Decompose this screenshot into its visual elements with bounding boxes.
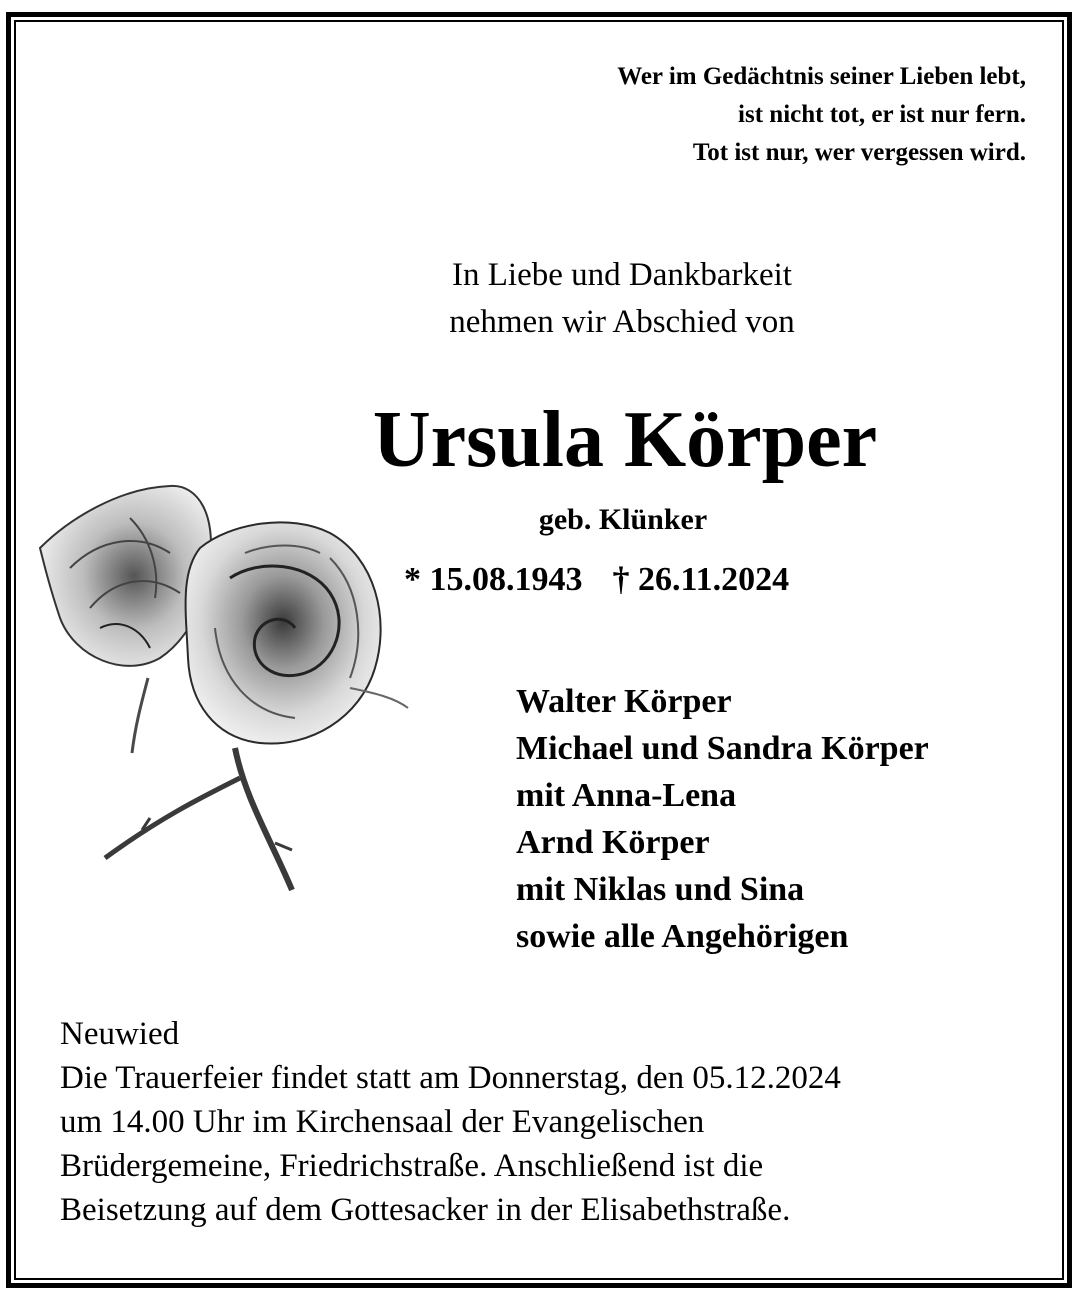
intro-line: In Liebe und Dankbarkeit <box>452 257 792 293</box>
funeral-info <box>60 1012 1040 1232</box>
funeral-info-line: Die Trauerfeier findet statt am Donnerstag, den 05.12.2024 <box>60 1060 841 1096</box>
deceased-name: Ursula Körper <box>372 396 878 484</box>
mourner-line: mit Anna-Lena <box>516 777 737 814</box>
mourner-line: sowie alle Angehörigen <box>516 918 849 955</box>
life-dates <box>404 558 789 602</box>
intro-text <box>322 252 922 346</box>
funeral-info-line: Brüdergemeine, Friedrichstraße. Anschließend ist die <box>60 1148 764 1184</box>
cross-icon: † <box>612 561 630 598</box>
place-name: Neuwied <box>60 1016 180 1052</box>
quote-line: Tot ist nur, wer vergessen wird. <box>692 139 1026 166</box>
quote-line: ist nicht tot, er ist nur fern. <box>738 101 1026 128</box>
mourner-line: Walter Körper <box>516 683 732 720</box>
funeral-info-line: Beisetzung auf dem Gottesacker in der Elisabethstraße. <box>60 1192 791 1228</box>
death-date: 26.11.2024 <box>638 561 790 598</box>
intro-line: nehmen wir Abschied von <box>449 304 795 340</box>
mourners-list <box>516 678 929 960</box>
roses-icon <box>30 478 420 898</box>
birth-date: * 15.08.1943 <box>404 561 583 598</box>
mourner-line: mit Niklas und Sina <box>516 871 805 908</box>
mourner-line: Michael und Sandra Körper <box>516 730 929 767</box>
quote-line: Wer im Gedächtnis seiner Lieben lebt, <box>617 63 1026 90</box>
funeral-info-line: um 14.00 Uhr im Kirchensaal der Evangelischen <box>60 1104 705 1140</box>
maiden-name: geb. Klünker <box>538 503 708 536</box>
mourner-line: Arnd Körper <box>516 824 710 861</box>
memorial-quote <box>617 58 1026 172</box>
